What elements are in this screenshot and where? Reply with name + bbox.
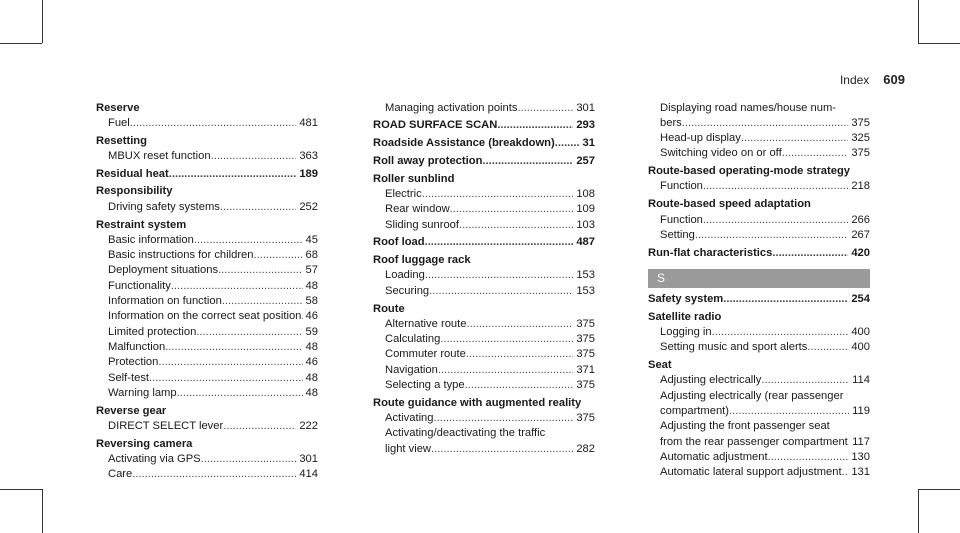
index-column-3 bbox=[648, 98, 870, 481]
index-entry bbox=[373, 101, 595, 116]
index-entry bbox=[96, 101, 318, 132]
page-ref: 103 bbox=[576, 218, 595, 231]
page-ref: 131 bbox=[851, 466, 870, 479]
subentry[interactable] bbox=[373, 202, 595, 217]
entry-title-text: Reverse gear bbox=[96, 404, 167, 417]
entry-title-text: Satellite radio bbox=[648, 310, 722, 323]
page-ref: 153 bbox=[576, 269, 595, 282]
dot-leader bbox=[201, 452, 297, 467]
dot-leader bbox=[782, 146, 849, 161]
subentry-text: Functionality bbox=[108, 279, 171, 292]
entry-title[interactable] bbox=[648, 246, 870, 261]
page-ref: 363 bbox=[299, 149, 318, 162]
entry-title-text: Roller sunblind bbox=[373, 172, 455, 185]
subentry-text: Setting music and sport alerts bbox=[660, 341, 808, 354]
dot-leader bbox=[729, 404, 849, 419]
index-entry bbox=[373, 302, 595, 394]
index-entry bbox=[96, 218, 318, 402]
subentry-text: Commuter route bbox=[385, 348, 466, 361]
subentry-text: MBUX reset function bbox=[108, 149, 211, 162]
dot-leader bbox=[807, 340, 848, 355]
dot-leader bbox=[431, 442, 573, 457]
subentry-text: DIRECT SELECT lever bbox=[108, 419, 224, 432]
entry-title-text: Safety system bbox=[648, 292, 724, 305]
subentry[interactable] bbox=[96, 248, 318, 263]
subentry-text: light view bbox=[385, 442, 432, 455]
entry-title-text: Reversing camera bbox=[96, 437, 193, 450]
dot-leader bbox=[517, 101, 573, 116]
page-ref: 400 bbox=[851, 326, 870, 339]
page-ref: 153 bbox=[576, 284, 595, 297]
subentry-text: Self-test bbox=[108, 371, 150, 384]
subentry-text: Information on the correct seat position bbox=[108, 310, 302, 323]
subentry[interactable] bbox=[96, 371, 318, 386]
dot-leader bbox=[723, 292, 848, 307]
subentry bbox=[373, 426, 595, 441]
page-ref: 59 bbox=[305, 325, 318, 338]
subentry-text: from the rear passenger compartment bbox=[660, 435, 848, 448]
subentry-text: Rear window bbox=[385, 203, 450, 216]
entry-title bbox=[373, 172, 595, 187]
index-column-1 bbox=[96, 98, 318, 483]
index-entry bbox=[373, 118, 595, 133]
subentry[interactable] bbox=[96, 340, 318, 355]
subentry[interactable] bbox=[373, 218, 595, 233]
entry-title bbox=[96, 404, 318, 419]
entry-title-text: Route bbox=[373, 302, 405, 315]
page-ref: 301 bbox=[576, 101, 595, 114]
page-ref: 375 bbox=[851, 147, 870, 160]
page-ref: 375 bbox=[851, 116, 870, 129]
dot-leader bbox=[169, 167, 297, 182]
page-ref: 130 bbox=[851, 450, 870, 463]
subentry[interactable] bbox=[648, 450, 870, 465]
subentry-text: Care bbox=[108, 468, 133, 481]
entry-title-text: Resetting bbox=[96, 134, 147, 147]
entry-title bbox=[373, 302, 595, 317]
page-ref: 282 bbox=[576, 442, 595, 455]
page-ref: 414 bbox=[299, 468, 318, 481]
page-ref: 48 bbox=[305, 279, 318, 292]
dot-leader bbox=[712, 325, 849, 340]
dot-leader bbox=[211, 149, 297, 164]
crop-mark bbox=[918, 0, 919, 43]
subentry[interactable] bbox=[96, 116, 318, 131]
index-entry bbox=[648, 310, 870, 356]
section-letter: S bbox=[648, 269, 870, 288]
entry-title bbox=[648, 197, 870, 212]
subentry[interactable] bbox=[648, 435, 870, 450]
subentry[interactable] bbox=[648, 179, 870, 194]
dot-leader bbox=[158, 355, 302, 370]
subentry bbox=[648, 101, 870, 116]
dot-leader bbox=[761, 373, 849, 388]
dot-leader bbox=[223, 419, 296, 434]
page-ref: 375 bbox=[576, 333, 595, 346]
page-ref: 117 bbox=[852, 435, 870, 448]
dot-leader bbox=[425, 235, 574, 250]
index-entry bbox=[96, 404, 318, 435]
page-header bbox=[840, 72, 905, 87]
index-entry bbox=[648, 101, 870, 162]
subentry-text: Automatic adjustment bbox=[660, 450, 768, 463]
subentry[interactable] bbox=[96, 452, 318, 467]
subentry[interactable] bbox=[96, 200, 318, 215]
entry-title-text: Route-based operating-mode strategy bbox=[648, 165, 851, 178]
page-ref: 48 bbox=[305, 371, 318, 384]
dot-leader bbox=[459, 218, 573, 233]
subentry-text: Navigation bbox=[385, 363, 438, 376]
dot-leader bbox=[171, 279, 303, 294]
subentry[interactable] bbox=[648, 325, 870, 340]
subentry-text: Displaying road names/house num- bbox=[660, 101, 836, 114]
dot-leader bbox=[768, 450, 849, 465]
dot-leader bbox=[465, 378, 574, 393]
subentry-text: Activating via GPS bbox=[108, 453, 201, 466]
subentry[interactable] bbox=[648, 404, 870, 419]
subentry[interactable] bbox=[96, 419, 318, 434]
entry-title-text: Reserve bbox=[96, 101, 140, 114]
dot-leader bbox=[555, 136, 580, 151]
dot-leader bbox=[842, 465, 849, 480]
subentry-text: Electric bbox=[385, 187, 422, 200]
page-ref: 48 bbox=[305, 386, 318, 399]
page-ref: 375 bbox=[576, 348, 595, 361]
page-ref: 45 bbox=[305, 233, 318, 246]
dot-leader bbox=[429, 284, 573, 299]
dot-leader bbox=[196, 325, 302, 340]
page-ref: 218 bbox=[851, 180, 870, 193]
subentry[interactable] bbox=[373, 442, 595, 457]
dot-leader bbox=[149, 371, 303, 386]
page-ref: 487 bbox=[576, 236, 595, 249]
header-title: Index bbox=[839, 73, 870, 87]
page-number: 609 bbox=[883, 72, 905, 87]
page-ref: 31 bbox=[582, 137, 595, 150]
crop-mark bbox=[918, 489, 919, 533]
entry-title[interactable] bbox=[373, 136, 595, 151]
subentry-text: Activating bbox=[385, 412, 434, 425]
page-ref: 108 bbox=[576, 187, 595, 200]
dot-leader bbox=[695, 228, 848, 243]
entry-title bbox=[373, 253, 595, 268]
subentry[interactable] bbox=[648, 228, 870, 243]
index-entry bbox=[96, 134, 318, 165]
crop-mark bbox=[0, 43, 42, 44]
subentry-text: Basic instructions for children bbox=[108, 249, 254, 262]
dot-leader bbox=[218, 263, 302, 278]
subentry[interactable] bbox=[648, 146, 870, 161]
subentry[interactable] bbox=[373, 378, 595, 393]
page-ref: 46 bbox=[305, 356, 318, 369]
dot-leader bbox=[440, 332, 573, 347]
page-ref: 375 bbox=[576, 379, 595, 392]
subentry-text: Protection bbox=[108, 356, 159, 369]
entry-title-text: Route guidance with augmented reality bbox=[373, 396, 582, 409]
entry-title bbox=[648, 358, 870, 373]
subentry[interactable] bbox=[373, 101, 595, 116]
page-ref: 252 bbox=[299, 200, 318, 213]
subentry-text: Alternative route bbox=[385, 317, 467, 330]
crop-mark bbox=[42, 489, 43, 533]
dot-leader bbox=[703, 213, 848, 228]
index-column-2 bbox=[373, 98, 595, 457]
page-ref: 266 bbox=[851, 213, 870, 226]
subentry[interactable] bbox=[648, 131, 870, 146]
dot-leader bbox=[254, 248, 303, 263]
subentry-text: Automatic lateral support adjustment bbox=[660, 466, 842, 479]
subentry-text: Function bbox=[660, 213, 703, 226]
page-ref: 420 bbox=[851, 246, 870, 259]
subentry-text: Logging in bbox=[660, 326, 712, 339]
subentry[interactable] bbox=[373, 317, 595, 332]
subentry-text: Switching video on or off bbox=[660, 147, 782, 160]
index-entry bbox=[373, 154, 595, 169]
subentry-text: Managing activation points bbox=[385, 101, 518, 114]
page-ref: 481 bbox=[299, 116, 318, 129]
subentry[interactable] bbox=[96, 325, 318, 340]
subentry[interactable] bbox=[373, 332, 595, 347]
dot-leader bbox=[177, 386, 303, 401]
dot-leader bbox=[438, 363, 573, 378]
page-ref: 109 bbox=[576, 203, 595, 216]
entry-title-text: Residual heat bbox=[96, 167, 169, 180]
dot-leader bbox=[741, 131, 848, 146]
page-ref: 46 bbox=[305, 310, 318, 323]
subentry-text: Adjusting the front passenger seat bbox=[660, 420, 830, 433]
index-entry bbox=[373, 396, 595, 457]
entry-title-text: Roll away protection bbox=[373, 154, 483, 167]
dot-leader bbox=[132, 467, 296, 482]
subentry[interactable] bbox=[96, 279, 318, 294]
subentry-text: Calculating bbox=[385, 333, 441, 346]
entry-title-text: Seat bbox=[648, 359, 672, 372]
dot-leader bbox=[130, 116, 297, 131]
entry-title bbox=[96, 184, 318, 199]
dot-leader bbox=[466, 317, 573, 332]
entry-title bbox=[96, 437, 318, 452]
index-entry bbox=[373, 136, 595, 151]
subentry[interactable] bbox=[96, 467, 318, 482]
subentry[interactable] bbox=[648, 340, 870, 355]
entry-title-text: Responsibility bbox=[96, 185, 173, 198]
page-ref: 114 bbox=[852, 374, 870, 387]
entry-title-text: ROAD SURFACE SCAN bbox=[373, 119, 498, 132]
entry-title-text: Roof load bbox=[373, 236, 425, 249]
dot-leader bbox=[165, 340, 302, 355]
entry-title[interactable] bbox=[373, 235, 595, 250]
subentry-text: bers bbox=[660, 116, 682, 129]
dot-leader bbox=[194, 233, 303, 248]
subentry-text: Warning lamp bbox=[108, 386, 177, 399]
index-entry bbox=[373, 172, 595, 233]
subentry[interactable] bbox=[96, 263, 318, 278]
subentry-text: Activating/deactivating the traffic bbox=[385, 427, 546, 440]
entry-title bbox=[96, 101, 318, 116]
dot-leader bbox=[466, 347, 574, 362]
subentry-text: Basic information bbox=[108, 233, 194, 246]
subentry-text: Driving safety systems bbox=[108, 200, 220, 213]
page-ref: 325 bbox=[851, 132, 870, 145]
subentry bbox=[648, 389, 870, 404]
subentry[interactable] bbox=[373, 363, 595, 378]
index-entry bbox=[648, 164, 870, 195]
crop-mark bbox=[0, 489, 42, 490]
index-entry bbox=[373, 253, 595, 299]
subentry-text: Selecting a type bbox=[385, 379, 465, 392]
index-entry bbox=[648, 358, 870, 480]
subentry bbox=[648, 419, 870, 434]
entry-title[interactable] bbox=[373, 118, 595, 133]
subentry[interactable] bbox=[373, 411, 595, 426]
page-ref: 301 bbox=[299, 453, 318, 466]
dot-leader bbox=[482, 154, 573, 169]
page-ref: 222 bbox=[299, 419, 318, 432]
subentry[interactable] bbox=[96, 386, 318, 401]
dot-leader bbox=[434, 411, 574, 426]
entry-title bbox=[648, 310, 870, 325]
subentry[interactable] bbox=[96, 294, 318, 309]
page-ref: 68 bbox=[305, 249, 318, 262]
subentry[interactable] bbox=[373, 187, 595, 202]
dot-leader bbox=[497, 118, 573, 133]
page-ref: 400 bbox=[851, 341, 870, 354]
entry-title-text: Restraint system bbox=[96, 218, 187, 231]
entry-title[interactable] bbox=[648, 292, 870, 307]
subentry-text: Fuel bbox=[108, 116, 130, 129]
page-ref: 293 bbox=[576, 119, 595, 132]
subentry-text: Adjusting electrically (rear passenger bbox=[660, 389, 844, 402]
page-ref: 375 bbox=[576, 317, 595, 330]
subentry-text: Adjusting electrically bbox=[660, 374, 762, 387]
dot-leader bbox=[222, 294, 303, 309]
index-entry bbox=[648, 246, 870, 261]
dot-leader bbox=[425, 268, 574, 283]
dot-leader bbox=[772, 246, 848, 261]
subentry[interactable] bbox=[648, 116, 870, 131]
entry-title bbox=[96, 218, 318, 233]
subentry[interactable] bbox=[648, 213, 870, 228]
index-entry bbox=[96, 167, 318, 182]
subentry-text: Loading bbox=[385, 269, 425, 282]
subentry[interactable] bbox=[373, 268, 595, 283]
index-entry bbox=[648, 197, 870, 243]
page-ref: 257 bbox=[576, 154, 595, 167]
entry-title bbox=[373, 396, 595, 411]
subentry-text: compartment) bbox=[660, 405, 730, 418]
subentry-text: Information on function bbox=[108, 295, 222, 308]
crop-mark bbox=[42, 0, 43, 43]
entry-title[interactable] bbox=[96, 167, 318, 182]
index-entry bbox=[648, 292, 870, 307]
entry-title bbox=[96, 134, 318, 149]
subentry[interactable] bbox=[373, 284, 595, 299]
subentry[interactable] bbox=[373, 347, 595, 362]
subentry[interactable] bbox=[648, 373, 870, 388]
subentry-text: Malfunction bbox=[108, 340, 166, 353]
dot-leader bbox=[422, 187, 574, 202]
dot-leader bbox=[682, 116, 849, 131]
page-ref: 189 bbox=[299, 167, 318, 180]
subentry[interactable] bbox=[648, 465, 870, 480]
dot-leader bbox=[450, 202, 574, 217]
dot-leader bbox=[220, 200, 296, 215]
index-entry bbox=[96, 437, 318, 483]
index-entry bbox=[373, 235, 595, 250]
page-ref: 371 bbox=[576, 363, 595, 376]
entry-title-text: Roadside Assistance (breakdown) bbox=[373, 137, 555, 150]
crop-mark bbox=[918, 43, 960, 44]
page-ref: 375 bbox=[576, 412, 595, 425]
page-ref: 267 bbox=[851, 228, 870, 241]
subentry-text: Sliding sunroof bbox=[385, 218, 460, 231]
page-ref: 58 bbox=[305, 295, 318, 308]
entry-title-text: Run-flat characteristics bbox=[648, 246, 773, 259]
subentry-text: Securing bbox=[385, 284, 430, 297]
subentry-text: Setting bbox=[660, 228, 695, 241]
page-ref: 48 bbox=[305, 340, 318, 353]
index-entry bbox=[96, 184, 318, 215]
page-ref: 57 bbox=[305, 264, 318, 277]
subentry[interactable] bbox=[96, 309, 318, 324]
entry-title-text: Route-based speed adaptation bbox=[648, 198, 811, 211]
subentry-text: Head-up display bbox=[660, 132, 741, 145]
entry-title-text: Roof luggage rack bbox=[373, 254, 471, 267]
dot-leader bbox=[703, 179, 848, 194]
subentry[interactable] bbox=[96, 149, 318, 164]
subentry[interactable] bbox=[96, 233, 318, 248]
subentry-text: Deployment situations bbox=[108, 264, 219, 277]
entry-title[interactable] bbox=[373, 154, 595, 169]
crop-mark bbox=[918, 489, 960, 490]
entry-title bbox=[648, 164, 870, 179]
page-ref: 254 bbox=[851, 292, 870, 305]
subentry-text: Function bbox=[660, 180, 703, 193]
page-ref: 119 bbox=[852, 405, 870, 418]
subentry-text: Limited protection bbox=[108, 325, 197, 338]
subentry[interactable] bbox=[96, 355, 318, 370]
